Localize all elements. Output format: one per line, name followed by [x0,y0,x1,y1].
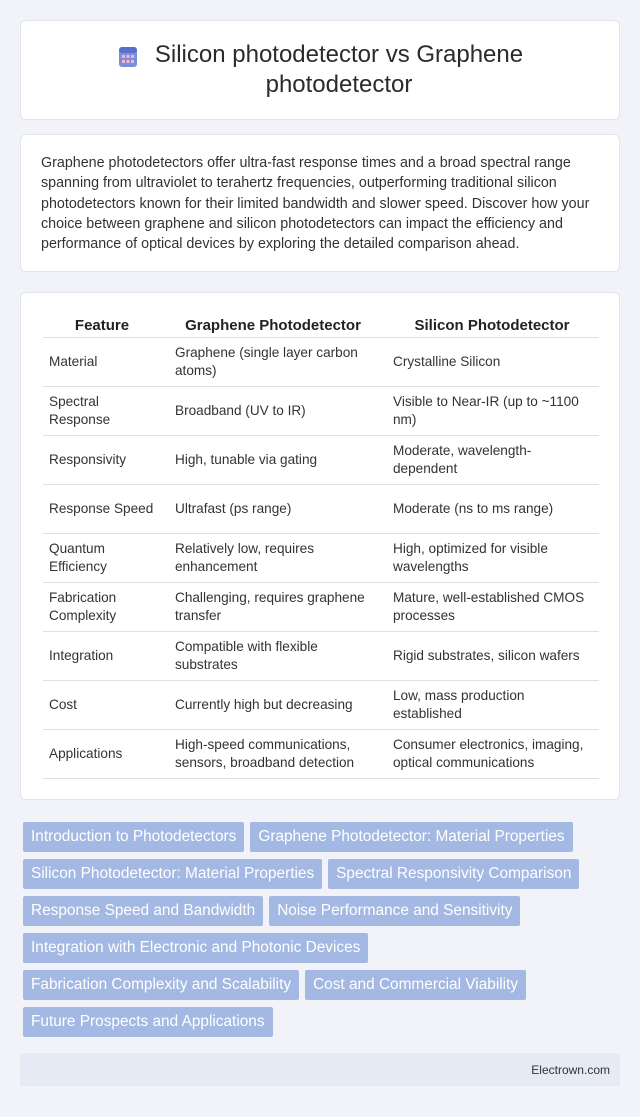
feature-cell: Cost [43,681,161,730]
page-title-line1: Silicon photodetector vs Graphene [154,41,524,68]
silicon-cell: High, optimized for visible wavelengths [385,534,599,583]
feature-cell: Response Speed [43,485,161,534]
feature-cell: Integration [43,632,161,681]
header-feature: Feature [43,313,161,338]
tag-spectral-responsivity-comparison[interactable]: Spectral Responsivity Comparison [328,859,579,889]
tag-row [20,970,620,1000]
feature-cell: Fabrication Complexity [43,583,161,632]
tag-row [20,822,620,852]
graphene-cell: Currently high but decreasing [161,681,385,730]
table-row [43,632,599,681]
feature-cell: Responsivity [43,436,161,485]
title-card [20,20,620,120]
tag-row [20,859,620,889]
header-silicon: Silicon Photodetector [385,313,599,338]
tag-introduction-to-photodetectors[interactable]: Introduction to Photodetectors [23,822,244,852]
table-row [43,387,599,436]
silicon-cell: Visible to Near-IR (up to ~1100 nm) [385,387,599,436]
tag-future-prospects-applications[interactable]: Future Prospects and Applications [23,1007,273,1037]
table-row [43,436,599,485]
feature-cell: Spectral Response [43,387,161,436]
page-title [155,40,523,100]
comparison-table-card [20,292,620,800]
table-row [43,338,599,387]
table-row [43,583,599,632]
silicon-cell: Low, mass production established [385,681,599,730]
silicon-cell: Mature, well-established CMOS processes [385,583,599,632]
graphene-cell: Compatible with flexible substrates [161,632,385,681]
table-row [43,485,599,534]
header-graphene: Graphene Photodetector [161,313,385,338]
topic-tags [20,822,620,1044]
tag-integration-devices[interactable]: Integration with Electronic and Photonic Devices [23,933,368,963]
tag-row [20,896,620,926]
page-title-line2: photodetector [265,71,413,98]
table-row [43,730,599,779]
table-row [43,534,599,583]
document-icon [117,46,139,68]
graphene-cell: High-speed communications, sensors, broadband detection [161,730,385,779]
graphene-cell: Graphene (single layer carbon atoms) [161,338,385,387]
feature-cell: Quantum Efficiency [43,534,161,583]
graphene-cell: Relatively low, requires enhancement [161,534,385,583]
feature-cell: Material [43,338,161,387]
comparison-table [43,313,599,779]
feature-cell: Applications [43,730,161,779]
graphene-cell: Broadband (UV to IR) [161,387,385,436]
graphene-cell: High, tunable via gating [161,436,385,485]
intro-card [20,134,620,272]
silicon-cell: Rigid substrates, silicon wafers [385,632,599,681]
tag-cost-commercial-viability[interactable]: Cost and Commercial Viability [305,970,526,1000]
tag-graphene-material-properties[interactable]: Graphene Photodetector: Material Properties [250,822,572,852]
silicon-cell: Moderate (ns to ms range) [385,485,599,534]
tag-noise-performance-sensitivity[interactable]: Noise Performance and Sensitivity [269,896,520,926]
footer-site-name[interactable]: Electrown.com [531,1063,610,1077]
tag-fabrication-complexity-scalability[interactable]: Fabrication Complexity and Scalability [23,970,299,1000]
footer [20,1053,620,1086]
silicon-cell: Consumer electronics, imaging, optical communications [385,730,599,779]
tag-response-speed-bandwidth[interactable]: Response Speed and Bandwidth [23,896,263,926]
table-row [43,681,599,730]
tag-row [20,1007,620,1037]
silicon-cell: Crystalline Silicon [385,338,599,387]
tag-silicon-material-properties[interactable]: Silicon Photodetector: Material Properties [23,859,322,889]
silicon-cell: Moderate, wavelength-dependent [385,436,599,485]
graphene-cell: Challenging, requires graphene transfer [161,583,385,632]
graphene-cell: Ultrafast (ps range) [161,485,385,534]
table-header-row [43,313,599,338]
intro-paragraph: Graphene photodetectors offer ultra-fast response times and a broad spectral range spanning from ultraviolet to terahertz frequencies, outperforming traditional silicon photodetectors known for their limited bandwidth and slower speed. Discover how your choice between graphene and silicon photodetectors can impact the efficiency and performance of optical devices by exploring the detailed comparison ahead. [41,155,590,253]
tag-row [20,933,620,963]
